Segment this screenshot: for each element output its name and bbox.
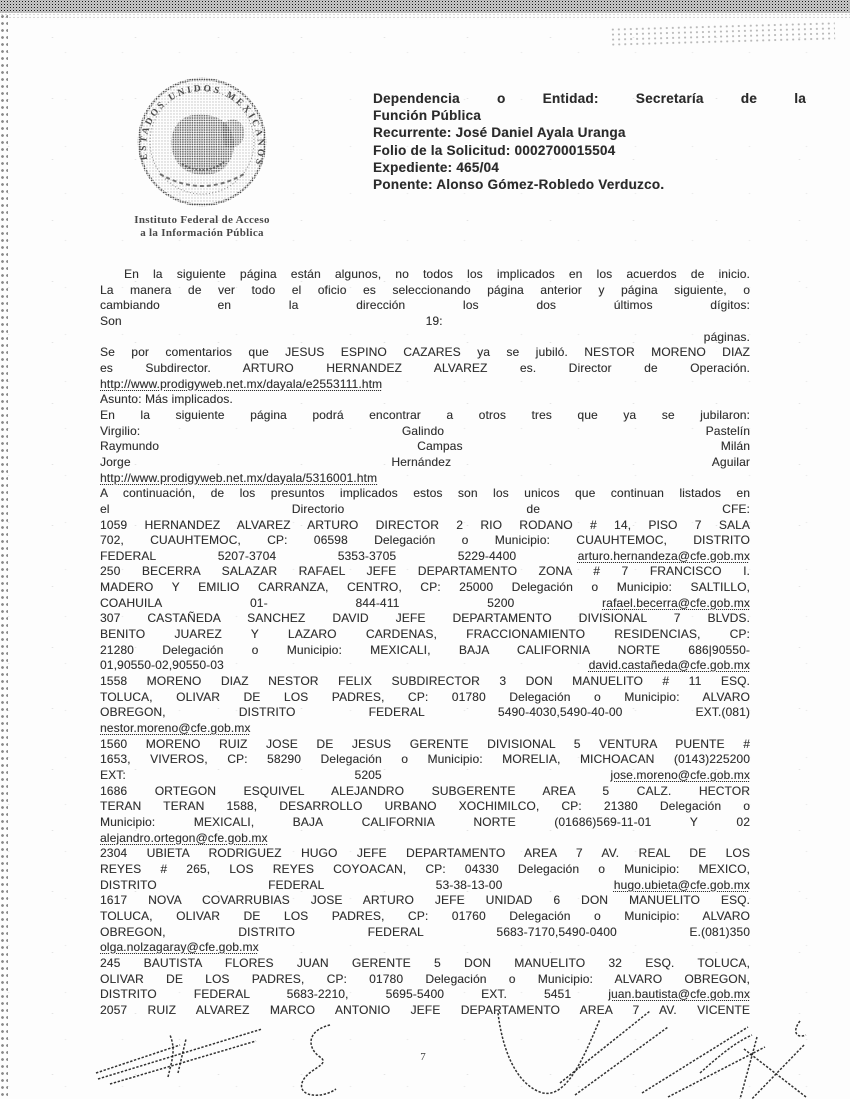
body-line: OBREGON, DISTRITO FEDERAL 5683-7170,5490-0400 E.(081)350 [100, 924, 750, 939]
body-line: Raymundo Campas Milán [100, 439, 750, 454]
scan-edge-left [0, 13, 8, 1099]
body-line: el Directorio de CFE: [100, 501, 750, 516]
body-line-link: FEDERAL 5207-3704 5353-3705 5229-4400 arturo.hernandeza@cfe.gob.mx [100, 548, 750, 563]
body-line: 2304 UBIETA RODRIGUEZ HUGO JEFE DEPARTAMENTO AREA 7 AV. REAL DE LOS [100, 846, 750, 861]
header-line: Dependencia o Entidad: Secretaría de la [373, 91, 806, 106]
body-line: Se por comentarios que JESUS ESPINO CAZARES ya se jubiló. NESTOR MORENO DIAZ [100, 345, 750, 360]
body-line: BENITO JUAREZ Y LAZARO CARDENAS, FRACCIONAMIENTO RESIDENCIAS, CP: [100, 627, 750, 642]
header-line: Función Pública [373, 108, 482, 124]
scan-edge-top [0, 0, 850, 13]
body-line: REYES # 265, LOS REYES COYOACAN, CP: 04330 Delegación o Municipio: MEXICO, [100, 861, 750, 876]
body-line-link: nestor.moreno@cfe.gob.mx [100, 721, 251, 736]
body-line: 1558 MORENO DIAZ NESTOR FELIX SUBDIRECTOR 3 DON MANUELITO # 11 ESQ. [100, 674, 750, 689]
body-line-link: http://www.prodigyweb.net.mx/dayala/e2553111.htm [100, 376, 383, 391]
seal-ring-text: ESTADOS UNIDOS MEXICANOS [138, 84, 266, 169]
seal-caption-line2: a la Información Pública [140, 227, 264, 239]
body-line-link: EXT: 5205 jose.moreno@cfe.gob.mx [100, 768, 750, 782]
body-line: TERAN TERAN 1588, DESARROLLO URBANO XOCHIMILCO, CP: 21380 Delegación o [100, 799, 750, 814]
body-line: 250 BECERRA SALAZAR RAFAEL JEFE DEPARTAMENTO ZONA # 7 FRANCISCO I. [100, 564, 750, 579]
signature-3 [498, 1011, 668, 1095]
body-line: Virgilio: Galindo Pastelín [100, 423, 750, 438]
body-line: 2057 RUIZ ALVAREZ MARCO ANTONIO JEFE DEPARTAMENTO AREA 7 AV. VICENTE [100, 1002, 750, 1017]
signature-4 [642, 1027, 765, 1097]
body-line: 1560 MORENO RUIZ JOSE DE JESUS GERENTE DIVISIONAL 5 VENTURA PUENTE # [100, 736, 750, 751]
letter-body [100, 267, 750, 1019]
body-line-link: COAHUILA 01- 844-411 5200 rafael.becerra@cfe.gob.mx [100, 595, 750, 610]
body-line: La manera de ver todo el oficio es seleccionando página anterior y página siguiente, o [100, 282, 750, 297]
body-line: 1686 ORTEGON ESQUIVEL ALEJANDRO SUBGERENTE AREA 5 CALZ. HECTOR [100, 783, 750, 798]
body-line: Municipio: MEXICALI, BAJA CALIFORNIA NORTE (01686)569-11-01 Y 02 [100, 814, 750, 829]
ifai-seal [96, 74, 308, 240]
scan-edge-top-fade [0, 13, 850, 18]
seal-caption-line1: Instituto Federal de Acceso [134, 214, 270, 226]
body-line: 21280 Delegación o Municipio: MEXICALI, BAJA CALIFORNIA NORTE 686|90550- [100, 642, 750, 657]
mexican-coat-of-arms-icon [98, 74, 306, 214]
body-line: 1653, VIVEROS, CP: 58290 Delegación o Municipio: MORELIA, MICHOACAN (0143)225200 [100, 752, 750, 767]
body-line: 1059 HERNANDEZ ALVAREZ ARTURO DIRECTOR 2 RIO RODANO # 14, PISO 7 SALA [100, 517, 750, 532]
header-line: Expediente: 465/04 [373, 159, 500, 175]
body-line: OLIVAR DE LOS PADRES, CP: 01780 Delegación o Municipio: ALVARO OBREGON, [100, 971, 750, 986]
body-line: 245 BAUTISTA FLORES JUAN GERENTE 5 DON MANUELITO 32 ESQ. TOLUCA, [100, 955, 750, 970]
signature-5 [740, 1021, 806, 1099]
body-line-link: olga.nolzagaray@cfe.gob.mx [100, 940, 259, 955]
header-line: Ponente: Alonso Gómez-Robledo Verduzco. [373, 176, 665, 192]
body-line-link: DISTRITO FEDERAL 5683-2210, 5695-5400 EXT. 5451 juan.bautista@cfe.gob.mx [100, 987, 750, 1002]
body-line: es Subdirector. ARTURO HERNANDEZ ALVAREZ es. Director de Operación. [100, 360, 750, 375]
body-line: páginas. [703, 329, 750, 344]
body-line: Asunto: Más implicados. [100, 392, 233, 407]
signature-2 [302, 1025, 336, 1095]
body-line: cambiando en la dirección los dos últimos dígitos: [100, 298, 750, 313]
body-line: En la siguiente página podrá encontrar a otros tres que ya se jubilaron: [100, 407, 750, 422]
body-line-link: DISTRITO FEDERAL 53-38-13-00 hugo.ubieta@cfe.gob.mx [100, 877, 750, 892]
body-line-link: http://www.prodigyweb.net.mx/dayala/5316001.htm [100, 470, 378, 485]
page-number: 7 [420, 1051, 426, 1063]
body-line: A continuación, de los presuntos implicados estos son los unicos que continuan listados en [100, 486, 750, 501]
body-line-link: 01,90550-02,90550-03 david.castañeda@cfe.gob.mx [100, 658, 750, 673]
signature-1 [96, 1029, 262, 1084]
case-header [373, 90, 806, 193]
body-line: OBREGON, DISTRITO FEDERAL 5490-4030,5490-40-00 EXT.(081) [100, 705, 750, 720]
body-line: Son 19: [100, 313, 443, 328]
header-line: Recurrente: José Daniel Ayala Uranga [373, 125, 626, 141]
body-line: En la siguiente página están algunos, no todos los implicados en los acuerdos de inicio. [124, 267, 750, 281]
header-line: Folio de la Solicitud: 0002700015504 [373, 142, 616, 158]
body-line: TOLUCA, OLIVAR DE LOS PADRES, CP: 01760 Delegación o Municipio: ALVARO [100, 908, 750, 923]
body-line-link: alejandro.ortegon@cfe.gob.mx [100, 830, 268, 845]
body-line: MADERO Y EMILIO CARRANZA, CENTRO, CP: 25000 Delegación o Municipio: SALTILLO, [100, 580, 750, 595]
body-line: Jorge Hernández Aguilar [100, 454, 750, 469]
body-line: 702, CUAUHTEMOC, CP: 06598 Delegación o Municipio: CUAUHTEMOC, DISTRITO [100, 533, 750, 548]
body-line: 307 CASTAÑEDA SANCHEZ DAVID JEFE DEPARTAMENTO DIVISIONAL 7 BLVDS. [100, 611, 750, 626]
scan-noise-top-right [610, 21, 835, 47]
body-line: 1617 NOVA COVARRUBIAS JOSE ARTURO JEFE UNIDAD 6 DON MANUELITO ESQ. [100, 893, 750, 908]
body-line: TOLUCA, OLIVAR DE LOS PADRES, CP: 01780 Delegación o Municipio: ALVARO [100, 689, 750, 704]
